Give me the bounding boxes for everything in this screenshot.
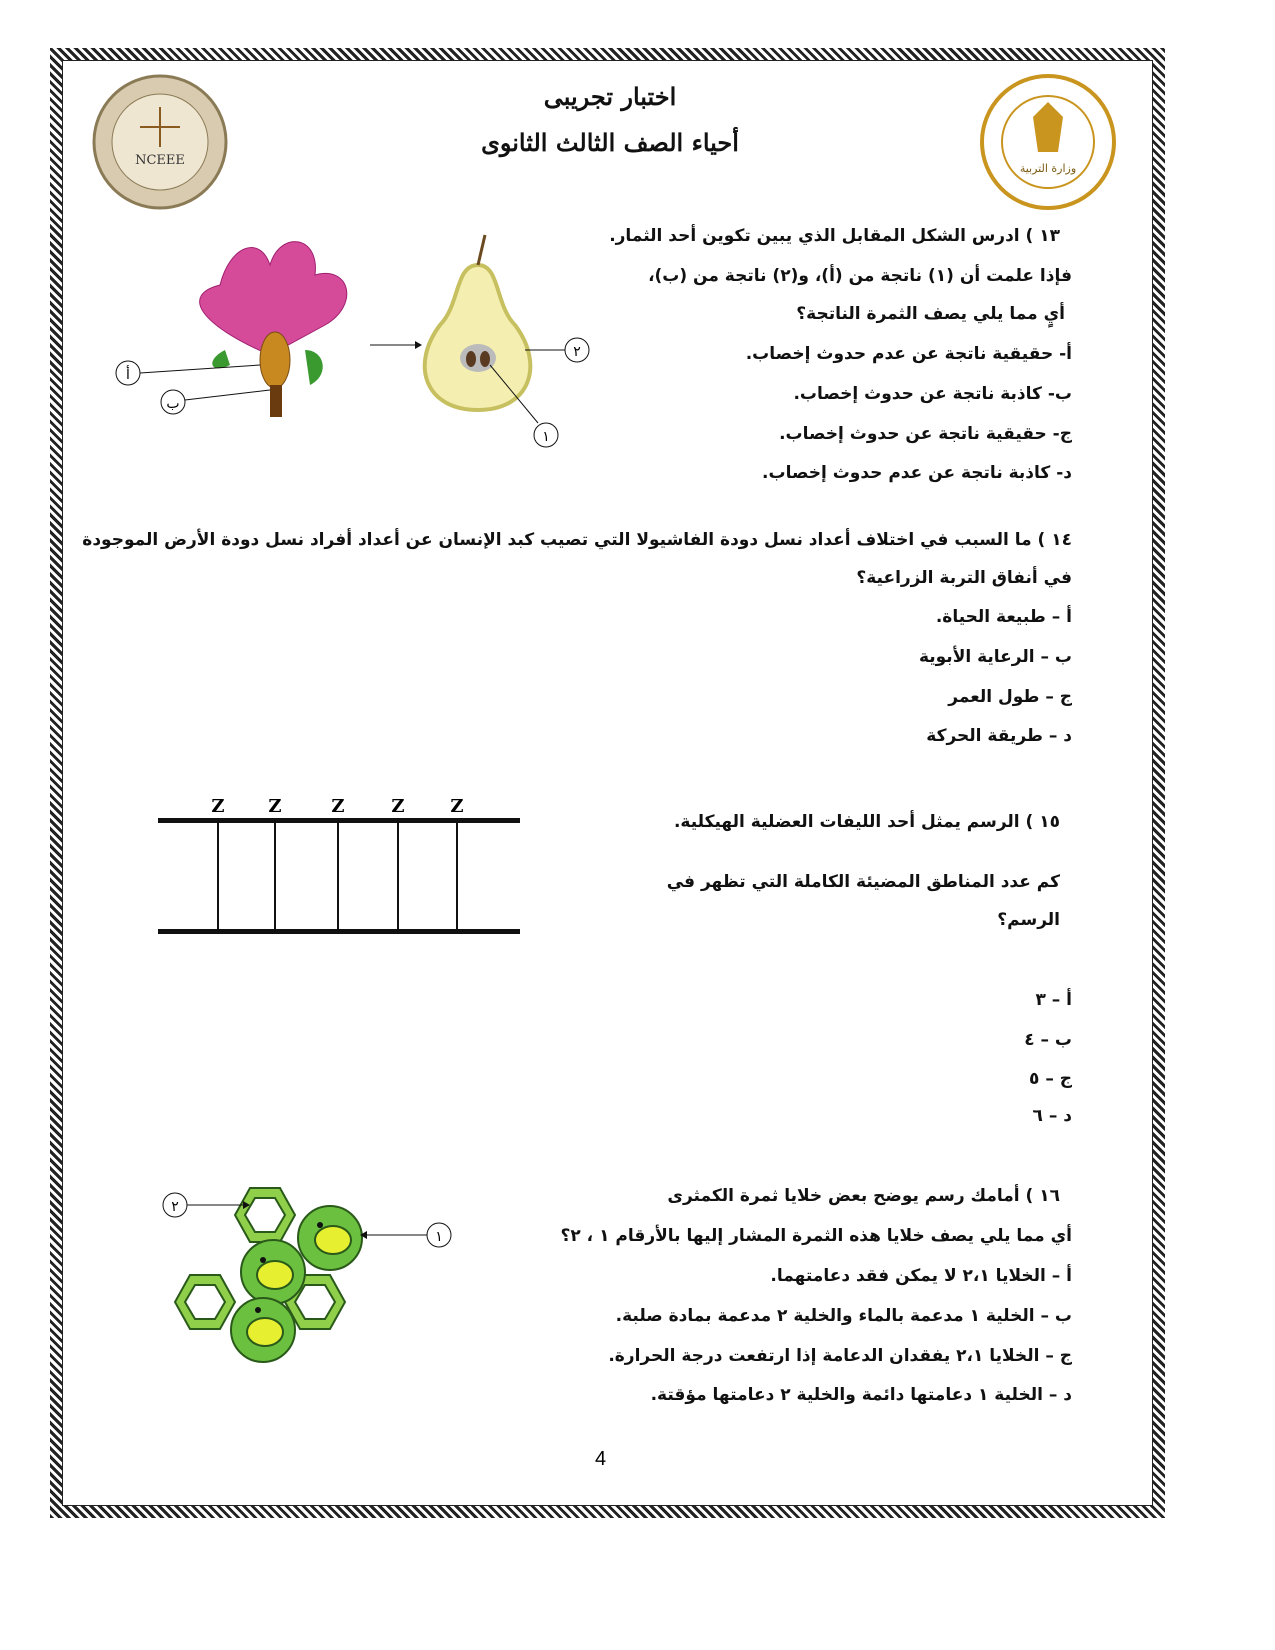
z-label: Z [331,796,345,817]
q13-option-b[interactable]: ب- كاذبة ناتجة عن حدوث إخصاب. [793,384,1072,404]
q14-option-b[interactable]: ب – الرعاية الأبوية [918,647,1072,667]
q13-option-d[interactable]: د- كاذبة ناتجة عن عدم حدوث إخصاب. [762,463,1072,483]
q13-option-a[interactable]: أ- حقيقية ناتجة عن عدم حدوث إخصاب. [745,344,1072,364]
ministry-logo [978,72,1118,212]
q15-line: الرسم؟ [997,910,1060,930]
pear-illustration [425,235,531,410]
q16-line: ١٦ ) أمامك رسم يوضح بعض خلايا ثمرة الكمثرى [667,1186,1060,1206]
q15-option-d[interactable]: د – ٦ [1032,1106,1072,1126]
cell-label-2: ٢ [171,1199,179,1215]
page-number: 4 [595,1448,607,1470]
q14-option-c[interactable]: ج – طول العمر [948,687,1072,707]
q13-option-c[interactable]: ج- حقيقية ناتجة عن حدوث إخصاب. [779,424,1072,444]
label-2: ٢ [573,344,581,360]
q14-line: في أنفاق التربة الزراعية؟ [856,568,1072,588]
label-1: ١ [542,429,550,445]
q16-option-d[interactable]: د – الخلية ١ دعامتها دائمة والخلية ٢ دعامتها مؤقتة. [650,1385,1072,1405]
q16-option-b[interactable]: ب – الخلية ١ مدعمة بالماء والخلية ٢ مدعمة بمادة صلبة. [615,1306,1072,1326]
q16-line: أي مما يلي يصف خلايا هذه الثمرة المشار إليها بالأرقام ١ ، ٢؟ [560,1226,1072,1246]
nceee-logo [90,72,230,212]
q14-option-d[interactable]: د – طريقة الحركة [926,726,1072,746]
svg-text:NCEEE: NCEEE [135,153,185,168]
label-a: أ [126,367,130,383]
svg-text:وزارة التربية: وزارة التربية [1019,162,1077,175]
z-label: Z [391,796,405,817]
cell-label-1: ١ [435,1229,443,1245]
q15-option-c[interactable]: ج – ٥ [1029,1069,1072,1089]
q16-option-c[interactable]: ج – الخلايا ٢،١ يفقدان الدعامة إذا ارتفعت درجة الحرارة. [608,1346,1072,1366]
sarcomere-diagram [155,790,525,940]
q14-option-a[interactable]: أ – طبيعة الحياة. [935,607,1072,627]
z-label: Z [268,796,282,817]
q15-option-a[interactable]: أ – ٣ [1035,990,1072,1010]
q15-option-b[interactable]: ب – ٤ [1024,1030,1072,1050]
q15-line: كم عدد المناطق المضيئة الكاملة التي تظهر في [666,872,1060,892]
q16-option-a[interactable]: أ – الخلايا ٢،١ لا يمكن فقد دعامتهما. [770,1266,1072,1286]
label-b: ب [166,396,180,412]
flower-pear-diagram [110,225,600,455]
pear-cells-diagram [155,1180,465,1365]
z-label: Z [450,796,464,817]
z-label: Z [211,796,225,817]
q13-line: فإذا علمت أن (١) ناتجة من (أ)، و(٢) ناتجة من (ب)، [648,266,1072,286]
q13-line: ١٣ ) ادرس الشكل المقابل الذي يبين تكوين أحد الثمار. [609,226,1060,246]
q14-line: ١٤ ) ما السبب في اختلاف أعداد نسل دودة الفاشيولا التي تصيب كبد الإنسان عن أعداد أفراد نسل دودة الأرض الموجودة [82,530,1072,550]
q15-line: ١٥ ) الرسم يمثل أحد الليفات العضلية الهيكلية. [673,812,1060,832]
exam-subtitle: أحياء الصف الثالث الثانوى [481,128,739,157]
exam-title: اختبار تجريبى [543,82,677,111]
q13-line: أيٍ مما يلي يصف الثمرة الناتجة؟ [796,304,1065,324]
flower-illustration [200,242,422,417]
